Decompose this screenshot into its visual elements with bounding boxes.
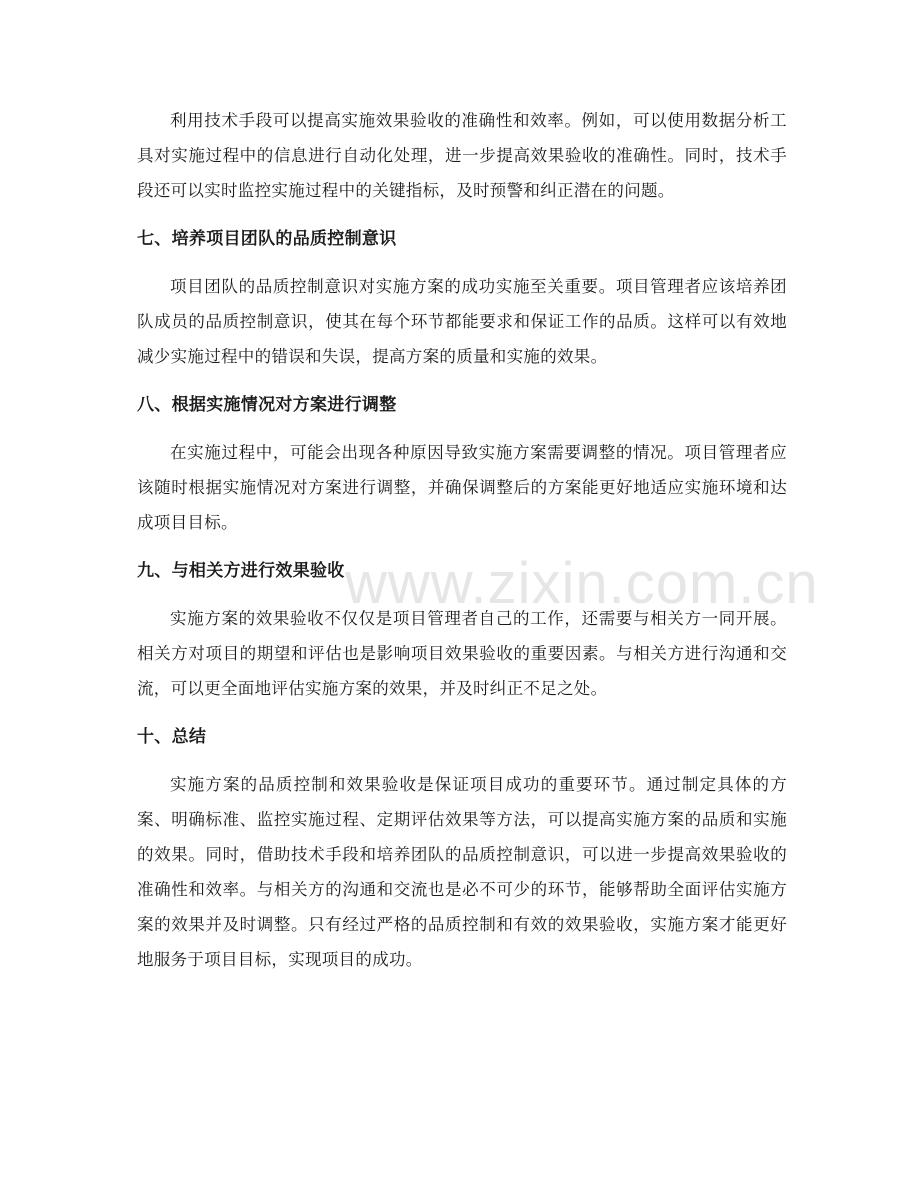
- section-heading: 八、根据实施情况对方案进行调整: [137, 395, 397, 415]
- section-heading: 七、培养项目团队的品质控制意识: [137, 229, 397, 249]
- section-paragraph: 项目团队的品质控制意识对实施方案的成功实施至关重要。项目管理者应该培养团队成员的品质控制意识，使其在每个环节都能要求和保证工作的品质。这样可以有效地减少实施过程中的错误和失误，提高方案的质量和实施的效果。: [137, 277, 787, 366]
- section-paragraph: 实施方案的效果验收不仅仅是项目管理者自己的工作，还需要与相关方一同开展。相关方对项目的期望和评估也是影响项目效果验收的重要因素。与相关方进行沟通和交流，可以更全面地评估实施方案的效果，并及时纠正不足之处。: [137, 609, 787, 698]
- watermark: www.zixin.com.cn: [345, 551, 819, 616]
- section-10: [137, 720, 787, 977]
- section-7: [137, 222, 787, 374]
- section-heading: 十、总结: [137, 727, 207, 747]
- section-8: [137, 388, 787, 540]
- section-paragraph: 实施方案的品质控制和效果验收是保证项目成功的重要环节。通过制定具体的方案、明确标准、监控实施过程、定期评估效果等方法，可以提高实施方案的品质和实施的效果。同时，借助技术手段和培养团队的品质控制意识，可以进一步提高效果验收的准确性和效率。与相关方的沟通和交流也是必不可少的环节，能够帮助全面评估实施方案的效果并及时调整。只有经过严格的品质控制和有效的效果验收，实施方案才能更好地服务于项目目标，实现项目的成功。: [137, 775, 787, 969]
- intro-paragraph: 利用技术手段可以提高实施效果验收的准确性和效率。例如，可以使用数据分析工具对实施过程中的信息进行自动化处理，进一步提高效果验收的准确性。同时，技术手段还可以实时监控实施过程中的关键指标，及时预警和纠正潜在的问题。: [137, 111, 787, 200]
- document-body: [137, 103, 787, 977]
- section-9: [137, 554, 787, 706]
- section-paragraph: 在实施过程中，可能会出现各种原因导致实施方案需要调整的情况。项目管理者应该随时根据实施情况对方案进行调整，并确保调整后的方案能更好地适应实施环境和达成项目目标。: [137, 443, 787, 532]
- section-heading: 九、与相关方进行效果验收: [137, 561, 345, 581]
